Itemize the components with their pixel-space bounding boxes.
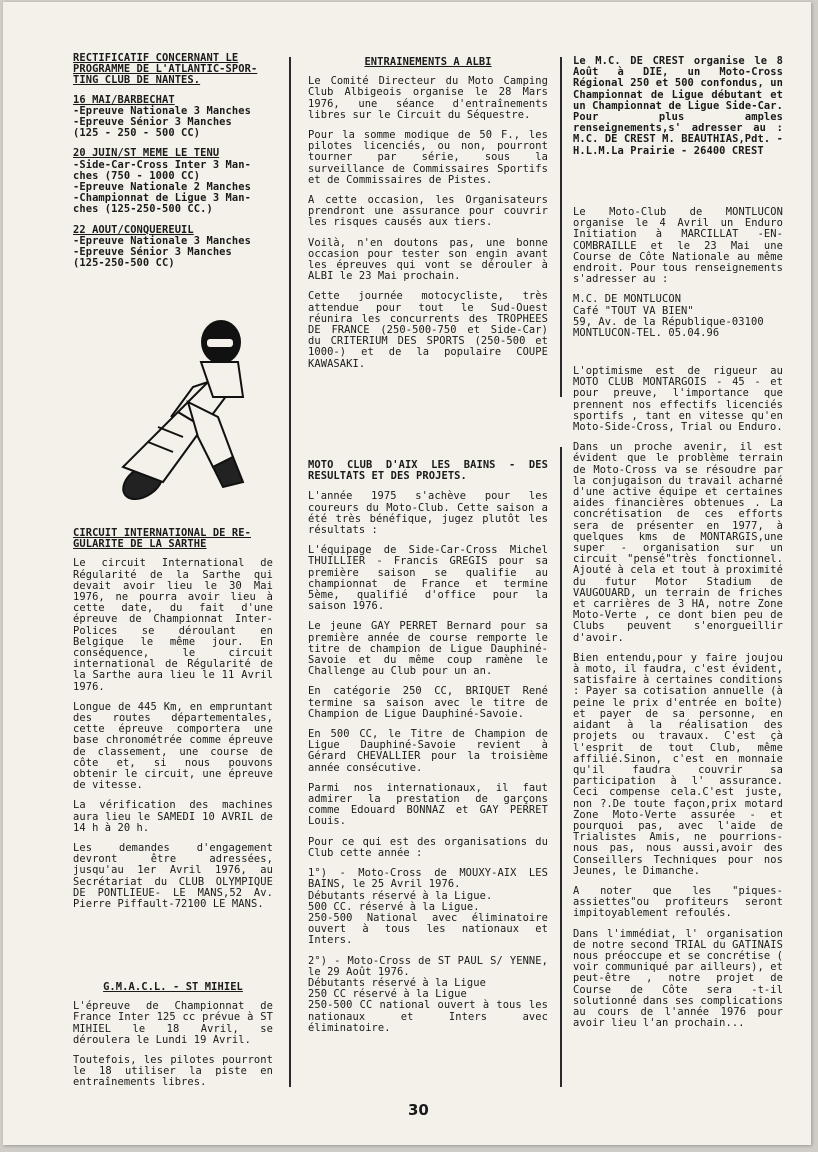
article-crest — [573, 56, 783, 157]
sarthe-heading: CIRCUIT INTERNATIONAL DE RE- GULARITE DE LA SARTHE — [73, 527, 251, 551]
aix-paragraph: 1°) - Moto-Cross de MOUXY-AIX LES BAINS, le 25 Avril 1976. Débutants réservé à la Ligue. 500 CC. réservé à la Ligue. 250-500 National avec éliminatoire ouvert à tous les nationaux et Inters. — [308, 867, 548, 947]
article-gmacl — [73, 982, 273, 1089]
event-3-lines: -Epreuve Nationale 3 Manches -Epreuve Sénior 3 Manches (125-250-500 CC) — [73, 234, 251, 270]
sarthe-paragraph: Le circuit International de Régularité de la Sarthe qui devait avoir lieu le 30 Mai 1976, ne pourra avoir lieu à cette date, du fait d'une épreuve de Championnat Inter-Polices se déroulant en Belgique le même jour. En conséquence, le circuit international de Régularité de la Sarthe aura lieu le 11 Avril 1976. — [73, 557, 273, 693]
aix-paragraph: Pour ce qui est des organisations du Club cette année : — [308, 835, 548, 859]
albi-paragraph: Cette journée motocycliste, très attendue pour tout le Sud-Ouest réunira les concurrents des TROPHEES DE FRANCE (250-500-750 et Side-Car) du CRITERIUM DES SPORTS (250-500 et 1000-) et de la populaire COUPE KAWASAKI. — [308, 290, 548, 370]
motorcycle-rider-illustration — [83, 317, 253, 502]
aix-heading: MOTO CLUB D'AIX LES BAINS - DES RESULTATS ET DES PROJETS. — [308, 459, 548, 483]
article-aix — [308, 460, 548, 1034]
event-1-lines: -Epreuve Nationale 3 Manches -Epreuve Sénior 3 Manches (125 - 250 - 500 CC) — [73, 104, 251, 140]
albi-paragraph: Le Comité Directeur du Moto Camping Club Albigeois organise le 28 Mars 1976, une séance d'entraînements libres sur le Circuit du Séquestre. — [308, 75, 548, 121]
article-albi — [308, 57, 548, 370]
column-3-montlucon — [573, 207, 783, 348]
event-2-title: 20 JUIN/ST MEME LE TENU — [73, 147, 220, 160]
magazine-page — [3, 2, 811, 1145]
aix-paragraph: En catégorie 250 CC, BRIQUET René termine sa saison avec le titre de Champion de Ligue Dauphiné-Savoie. — [308, 685, 548, 720]
gmacl-paragraph: L'épreuve de Championnat de France Inter 125 cc prévue à ST MIHIEL le 18 Avril, se déroulera le Lundi 19 Avril. — [73, 1000, 273, 1046]
event-3-title: 22 AOUT/CONQUEREUIL — [73, 223, 194, 236]
sarthe-paragraph: Les demandes d'engagement devront être adressées, jusqu'au 1er Avril 1976, au Secrétariat du CLUB OLYMPIQUE DE PONTLIEUE- LE MANS,52 Av. Pierre Piffault-72100 LE MANS. — [73, 842, 273, 911]
article-rectificatif — [73, 53, 273, 269]
event-2-lines: -Side-Car-Cross Inter 3 Man- ches (750 - 1000 CC) -Epreuve Nationale 2 Manches -Championnat de Ligue 3 Man- ches (125-250-500 CC.) — [73, 158, 251, 216]
article-montargis — [573, 366, 783, 1029]
aix-paragraph: 2°) - Moto-Cross de ST PAUL S/ YENNE, le 29 Août 1976. Débutants réservé à la Ligue 250 CC réservé à la Ligue 250-500 CC national ouvert à tous les nationaux et Inters avec éliminatoire. — [308, 954, 548, 1034]
albi-paragraph: A cette occasion, les Organisateurs prendront une assurance pour couvrir les risques causés aux tiers. — [308, 194, 548, 229]
montlucon-address: M.C. DE MONTLUCON Café "TOUT VA BIEN" 59, Av. de la République-03100 MONTLUCON-TEL. 05.04.96 — [573, 293, 764, 340]
montlucon-paragraph: Le Moto-Club de MONTLUCON organise le 4 Avril un Enduro Initiation à MARCILLAT -EN-COMBRAILLE et le 23 Mai une Course de Côte Nationale au même endroit. Pour tous renseignements s'adresser au : — [573, 206, 783, 286]
albi-heading: ENTRAINEMENTS A ALBI — [364, 56, 492, 68]
montargis-paragraph: A noter que les "piques-assiettes"ou profiteurs seront impitoyablement refoulés. — [573, 884, 783, 920]
column-divider-right — [560, 57, 562, 397]
sarthe-paragraph: Longue de 445 Km, en empruntant des routes départementales, cette épreuve comportera une base chronométrée comme épreuve de classement, une course de côte et, si nous pouvons obtenir le circuit, une épreuve de vitesse. — [73, 700, 273, 792]
sarthe-paragraph: La vérification des machines aura lieu le SAMEDI 10 AVRIL de 14 h à 20 h. — [73, 799, 273, 834]
column-divider-right-lower — [560, 447, 562, 1087]
aix-paragraph: En 500 CC, le Titre de Champion de Ligue Dauphiné-Savoie revient à Gérard CHEVALLIER pour la troisième année consécutive. — [308, 728, 548, 774]
column-divider-left — [289, 57, 291, 1087]
column-2-lower — [308, 460, 548, 1043]
aix-paragraph: L'année 1975 s'achève pour les coureurs du Moto-Club. Cette saison a été très bénéfique, jugez plutôt les résultats : — [308, 490, 548, 537]
column-1 — [73, 53, 273, 278]
column-1-bottom — [73, 982, 273, 1098]
aix-paragraph: Parmi nos internationaux, il faut admirer la prestation de garçons comme Edouard BONNAZ et GAY PERRET Louis. — [308, 781, 548, 828]
aix-paragraph: L'équipage de Side-Car-Cross Michel THUILLIER - Francis GREGIS pour sa première saison se qualifie au championnat de France et termine 5ème, qualifié d'office pour la saison 1976. — [308, 544, 548, 613]
column-2 — [308, 57, 548, 379]
montargis-paragraph: Bien entendu,pour y faire joujou à moto, il faudra, c'est évident, satisfaire à certaines conditions : Payer sa cotisation annuelle (à peine le prix d'entrée en boîte) et payer de sa personne, en aidant à la réalisation des projets ou travaux. C'est çà l'esprit de tout Club, même affilié.Sinon, c'est en monnaie qu'il faudra couvrir sa participation à l' assurance. Ceci compense cela.C'est juste, non ?.De toute façon,prix motard Zone Moto-Verte assurée - et pourquoi pas, avec l'aide de Trialistes Amis, ne pourrions-nous pas, nous aussi,avoir des Conseillers Techniques pour nos Jeunes, le Dimanche. — [573, 651, 783, 877]
crest-paragraph: Le M.C. DE CREST organise le 8 Août à DIE, un Moto-Cross Régional 250 et 500 confondus, un Championnat de Ligue débutant et un Championnat de Ligue Side-Car. Pour plus amples renseignements,s' adresser au : M.C. DE CREST M. BEAUTHIAS,Pdt. - H.L.M.La Prairie - 26400 CREST — [573, 55, 783, 157]
montargis-paragraph: L'optimisme est de rigueur au MOTO CLUB MONTARGOIS - 45 - et pour preuve, l'importance que prennent nos effectifs licenciés sportifs , tant en vitesse qu'en Moto-Side-Cross, Trial ou Enduro. — [573, 365, 783, 434]
event-1-title: 16 MAI/BARBECHAT — [73, 93, 175, 106]
albi-paragraph: Voilà, n'en doutons pas, une bonne occasion pour tester son engin avant les épreuves qui vont se dérouler à ALBI le 23 Mai prochain. — [308, 236, 548, 283]
article-montlucon — [573, 207, 783, 339]
gmacl-paragraph: Toutefois, les pilotes pourront le 18 utiliser la piste en entraînements libres. — [73, 1054, 273, 1089]
article-sarthe — [73, 528, 273, 910]
column-1-lower — [73, 528, 273, 919]
rectificatif-heading: RECTIFICATIF CONCERNANT LE PROGRAMME DE L'ATLANTIC-SPOR- TING CLUB DE NANTES. — [73, 52, 258, 87]
montargis-paragraph: Dans l'immédiat, l' organisation de notre second TRIAL du GATINAIS nous préoccupe et se concrétise ( voir communiqué par ailleurs), et peut-être , notre projet de Course de Côte sera -t-il solutionné dans ses complications au cours de l'année 1976 pour avoir lieu l'an prochain... — [573, 927, 783, 1030]
column-3-lower — [573, 366, 783, 1038]
column-3 — [573, 56, 783, 166]
montargis-paragraph: Dans un proche avenir, il est évident que le problème terrain de Moto-Cross va se résoudre par la conjugaison du travail acharné d'une active équipe et certaines aides financières obtenues . La concrétisation de ces efforts sera de présenter en 1977, à quelques kms de MONTARGIS,une super - organisation sur un circuit "pensé"très fonctionnel. Ajouté à cela et tout à proximité du futur Motor Stadium de VAUGOUARD, un terrain de friches et carrières de 3 HA, notre Zone Moto-Verte , ce dont bien peu de Clubs peuvent s'enorgueillir d'avoir. — [573, 441, 783, 644]
gmacl-heading: G.M.A.C.L. - ST MIHIEL — [103, 981, 243, 993]
aix-paragraph: Le jeune GAY PERRET Bernard pour sa première année de course remporte le titre de champion de Ligue Dauphiné-Savoie et du même coup ramène le Challenge au Club pour un an. — [308, 620, 548, 678]
page-number: 30 — [408, 1101, 429, 1119]
albi-paragraph: Pour la somme modique de 50 F., les pilotes licenciés, ou non, pourront tourner par série, sous la surveillance de Commissaires Sportifs et de Commissaires de Pistes. — [308, 129, 548, 186]
